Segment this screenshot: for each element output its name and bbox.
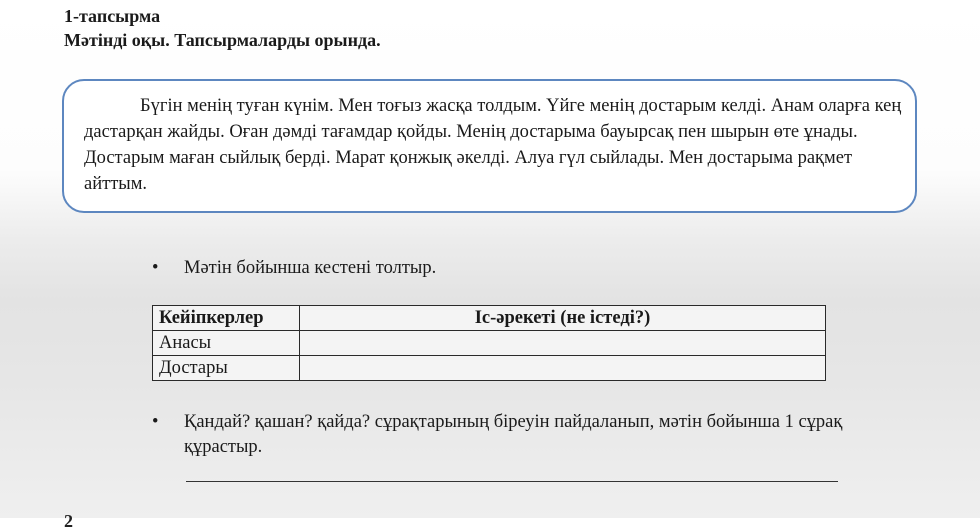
table-row <box>153 356 826 381</box>
bullet-icon: • <box>152 412 159 432</box>
table-cell-action-blank[interactable] <box>300 356 826 381</box>
instruction-text: Мәтін бойынша кестені толтыр. <box>184 258 437 278</box>
answer-blank-line[interactable] <box>186 481 838 482</box>
table-header-row <box>153 306 826 331</box>
task-subtitle: Мәтінді оқы. Тапсырмаларды орында. <box>64 30 381 50</box>
reading-passage-box <box>62 79 917 213</box>
table-cell-character: Достары <box>153 356 300 381</box>
header-characters: Кейіпкерлер <box>153 306 300 331</box>
table-cell-action-blank[interactable] <box>300 331 826 356</box>
reading-passage-text: Бүгін менің туған күнім. Мен тоғыз жасқа толдым. Үйге менің достарым келді. Анам оларға кең дастарқан жайды. Оған дәмді тағамдар қойды. Менің достарыма бауырсақ пен шырын өте ұнады. Достарым маған сыйлық берді. Марат қонжық әкелді. Алуа гүл сыйлады. Мен достарыма рақмет айттым. <box>84 96 902 194</box>
next-task-title-fragment: 2 <box>64 511 73 531</box>
table-row <box>153 331 826 356</box>
table-cell-character: Анасы <box>153 331 300 356</box>
bullet-icon: • <box>152 258 159 278</box>
instruction-fill-table <box>152 256 892 281</box>
instruction-make-question <box>152 410 892 460</box>
characters-actions-table <box>152 305 826 381</box>
instruction-text: Қандай? қашан? қайда? сұрақтарының біреуін пайдаланып, мәтін бойынша 1 сұрақ құрастыр. <box>184 412 843 457</box>
header-actions: Іс-әрекеті (не істеді?) <box>300 306 826 331</box>
task-title: 1-тапсырма <box>64 6 161 26</box>
